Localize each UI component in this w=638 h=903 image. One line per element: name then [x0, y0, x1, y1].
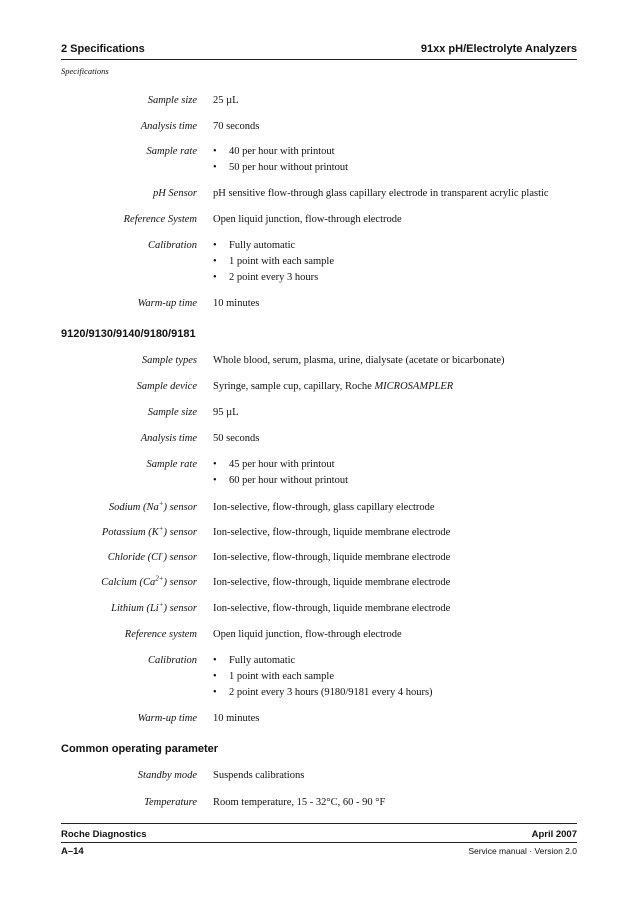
spec-label: Chloride (Cl-) sensor	[107, 549, 197, 563]
bullet-glyph: •	[213, 256, 217, 267]
spec-value: Open liquid junction, flow-through electrode	[213, 629, 402, 640]
bullet-glyph: •	[213, 459, 217, 470]
spec-value: 50 seconds	[213, 433, 260, 444]
bullet-glyph: •	[213, 655, 217, 666]
spec-label: Warm-up time	[137, 298, 197, 309]
spec-value: Open liquid junction, flow-through electrode	[213, 214, 402, 225]
bullet-glyph: •	[213, 272, 217, 283]
bullet-glyph: •	[213, 671, 217, 682]
product-title: 91xx pH/Electrolyte Analyzers	[420, 43, 577, 55]
spec-label: pH Sensor	[152, 188, 197, 199]
spec-label: Warm-up time	[137, 713, 197, 724]
spec-label: Sample rate	[146, 459, 197, 470]
bullet-item: • 40 per hour with printout	[213, 146, 335, 157]
footer-date: April 2007	[531, 829, 577, 840]
spec-label: Analysis time	[140, 121, 197, 132]
spec-label: Reference system	[124, 629, 197, 640]
spec-label: Sample size	[147, 95, 197, 106]
spec-label: Sodium (Na+) sensor	[108, 499, 197, 513]
bullet-glyph: •	[213, 240, 217, 251]
spec-value: Suspends calibrations	[213, 770, 305, 781]
spec-value: Ion-selective, flow-through, glass capillary electrode	[213, 502, 435, 513]
page-number: A–14	[61, 846, 84, 857]
spec-value: Room temperature, 15 - 32°C, 60 - 90 °F	[213, 797, 386, 808]
bullet-item: • 2 point every 3 hours (9180/9181 every 4 hours)	[213, 687, 433, 698]
manual-version: Service manual · Version 2.0	[468, 846, 577, 856]
spec-value: pH sensitive flow-through glass capillary electrode in transparent acrylic plastic	[213, 188, 549, 199]
spec-value: 70 seconds	[213, 121, 260, 132]
bullet-item: • 45 per hour with printout	[213, 459, 335, 470]
spec-label: Standby mode	[137, 770, 197, 781]
footer-rule	[61, 823, 577, 824]
spec-label: Sample rate	[146, 146, 197, 157]
bullet-item: • Fully automatic	[213, 240, 296, 251]
spec-label: Calibration	[147, 655, 197, 666]
bullet-item: • Fully automatic	[213, 655, 296, 666]
spec-label: Calibration	[147, 240, 197, 251]
spec-value: Whole blood, serum, plasma, urine, dialysate (acetate or bicarbonate)	[213, 355, 505, 366]
spec-value: Syringe, sample cup, capillary, Roche MICROSAMPLER	[213, 381, 454, 392]
chapter-title: 2 Specifications	[61, 43, 145, 55]
bullet-item: • 50 per hour without printout	[213, 162, 348, 173]
footer-company: Roche Diagnostics	[61, 829, 147, 840]
spec-label: Sample device	[136, 381, 197, 392]
spec-label: Reference System	[123, 214, 197, 225]
microsampler-term: MICROSAMPLER	[374, 381, 454, 392]
spec-value: 95 µL	[213, 407, 239, 418]
bullet-glyph: •	[213, 475, 217, 486]
spec-value: 10 minutes	[213, 298, 260, 309]
spec-label: Potassium (K+) sensor	[101, 524, 197, 538]
section-subtitle: Specifications	[61, 66, 109, 76]
spec-label: Temperature	[144, 797, 197, 808]
bullet-glyph: •	[213, 162, 217, 173]
header-rule	[61, 59, 577, 60]
spec-label: Calcium $(Ca^{2+})$ sensor	[101, 574, 197, 588]
bullet-list	[213, 655, 433, 703]
section-heading-models: 9120/9130/9140/9180/9181	[61, 328, 196, 340]
spec-value: Ion-selective, flow-through, liquide membrane electrode	[213, 577, 451, 588]
spec-value: Ion-selective, flow-through, liquide membrane electrode	[213, 527, 451, 538]
bullet-glyph: •	[213, 687, 217, 698]
footer-rule-secondary	[61, 842, 577, 843]
spec-value: 25 µL	[213, 95, 239, 106]
bullet-glyph: •	[213, 146, 217, 157]
bullet-item: • 1 point with each sample	[213, 671, 334, 682]
bullet-item: • 1 point with each sample	[213, 256, 334, 267]
bullet-list	[213, 240, 334, 288]
spec-label: Analysis time	[140, 433, 197, 444]
spec-value: Ion-selective, flow-through, liquide membrane electrode	[213, 603, 451, 614]
spec-value: Ion-selective, flow-through, liquide membrane electrode	[213, 552, 451, 563]
section-heading-common: Common operating parameter	[61, 743, 219, 755]
bullet-item: • 2 point every 3 hours	[213, 272, 319, 283]
spec-label: Lithium (Li+) sensor	[111, 600, 197, 614]
spec-label: Sample types	[141, 355, 197, 366]
bullet-list	[213, 146, 348, 178]
bullet-item: • 60 per hour without printout	[213, 475, 348, 486]
bullet-list	[213, 459, 348, 491]
spec-label: Sample size	[147, 407, 197, 418]
spec-value: 10 minutes	[213, 713, 260, 724]
